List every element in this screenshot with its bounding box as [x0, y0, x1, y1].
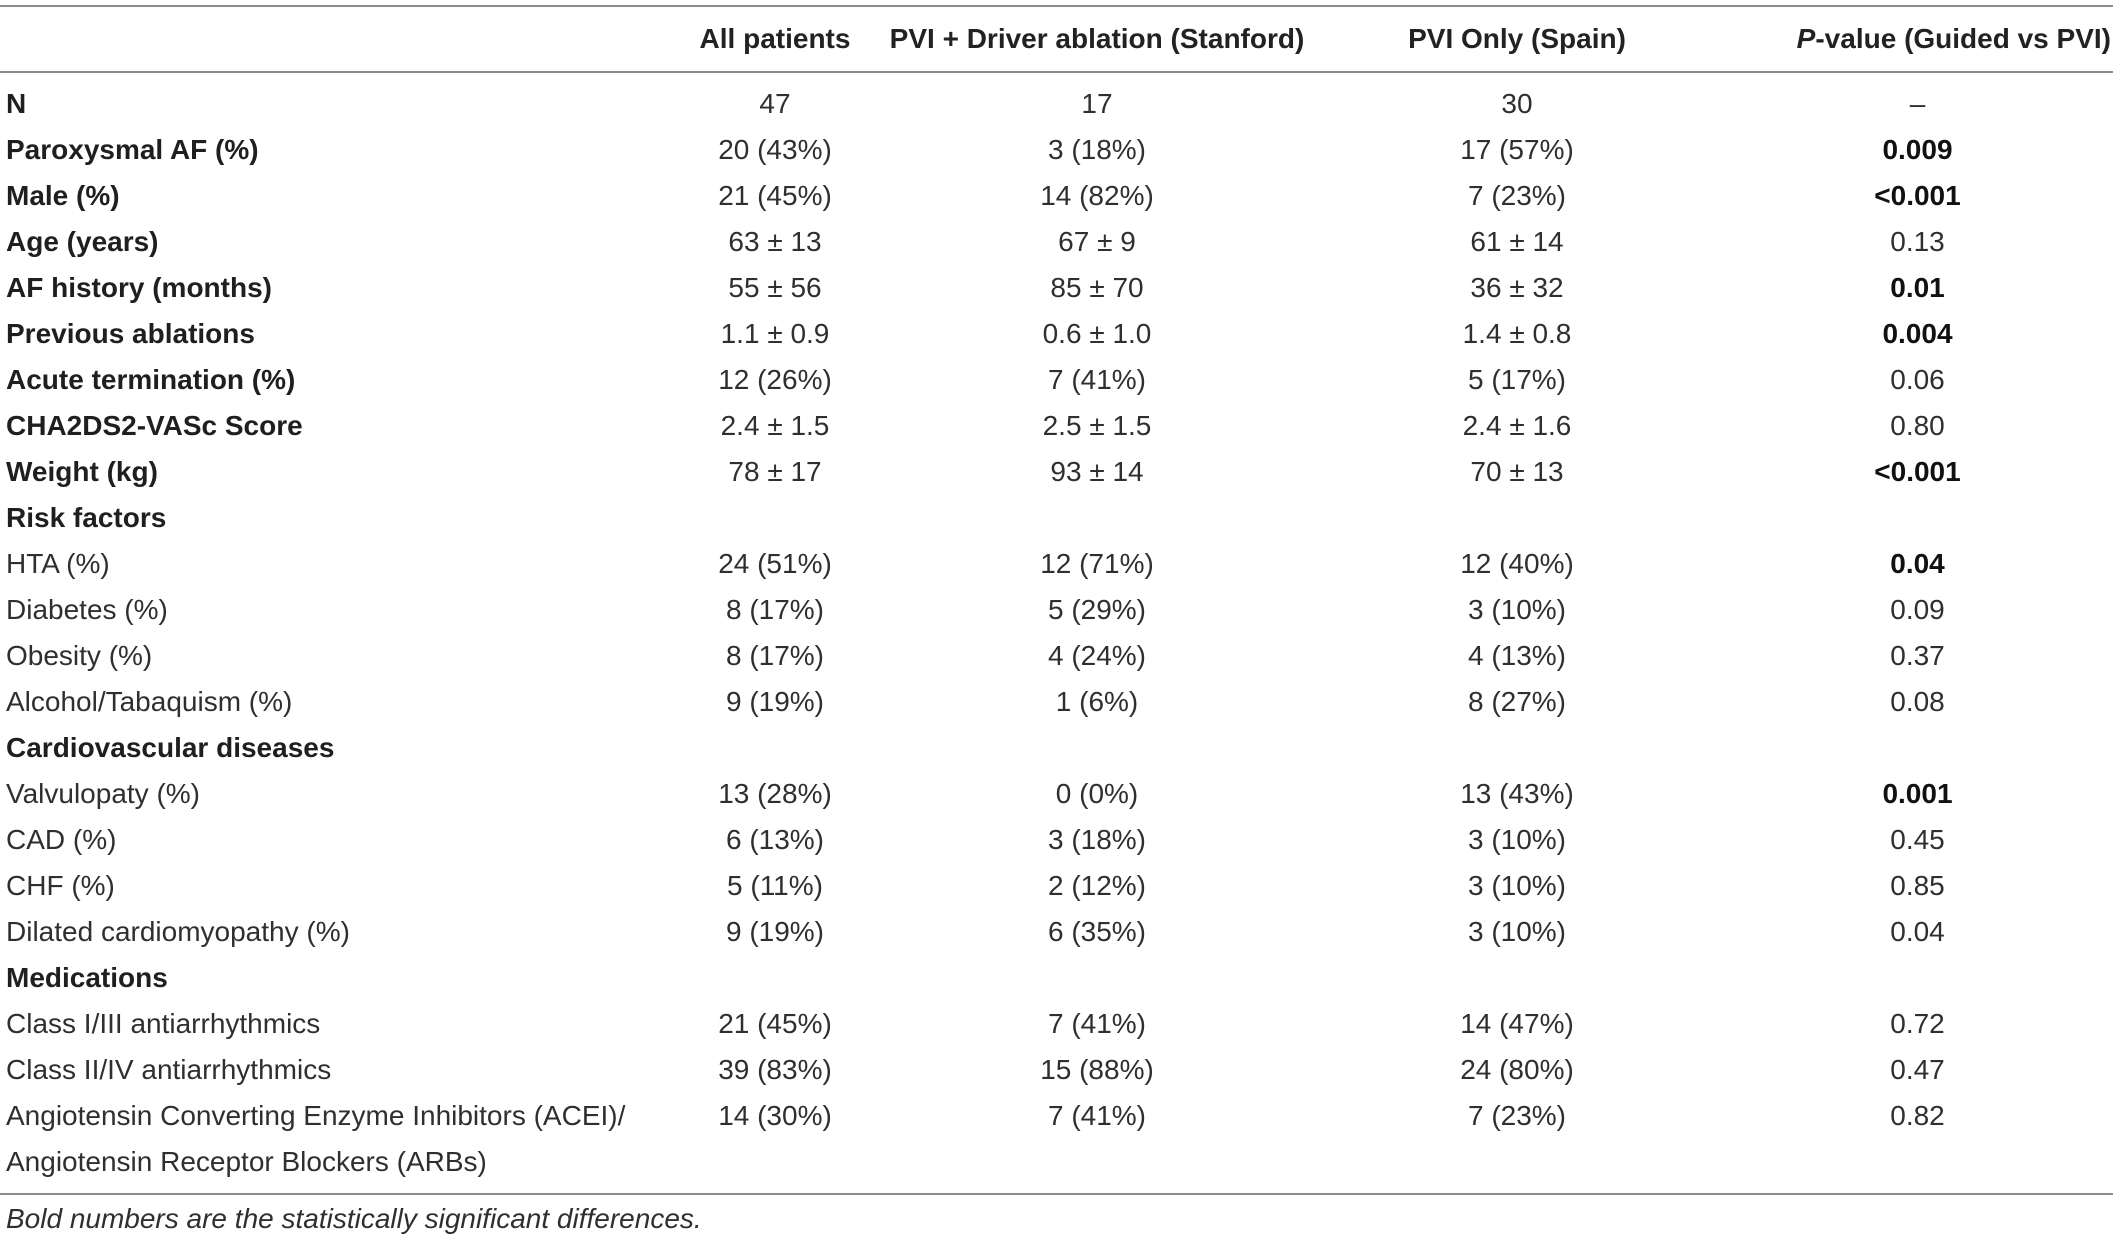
cell-stanford: 2 (12%)	[1047, 870, 1147, 901]
cell-spain: 3 (10%)	[1467, 870, 1567, 901]
header-p-italic: P	[1796, 23, 1816, 54]
row-label: Weight (kg)	[6, 456, 158, 487]
cell-spain: 30	[1501, 88, 1533, 119]
cell-all-patients: 63 ± 13	[728, 226, 822, 257]
cell-p-value	[1722, 495, 2113, 541]
cell-spain: 3 (10%)	[1467, 594, 1567, 625]
cell-p-value: 0.82	[1890, 1100, 1945, 1131]
cell-spain: 36 ± 32	[1470, 272, 1564, 303]
cell-all-patients: 9 (19%)	[725, 916, 825, 947]
cell-all-patients: 20 (43%)	[718, 134, 832, 165]
cell-p-value: 0.04	[1890, 548, 1945, 579]
bottom-rule	[0, 1193, 2113, 1195]
row-label: Paroxysmal AF (%)	[6, 134, 259, 165]
cell-all-patients: 21 (45%)	[718, 180, 832, 211]
cell-stanford: 5 (29%)	[1047, 594, 1147, 625]
cell-all-patients: 14 (30%)	[718, 1100, 832, 1131]
cell-p-value: 0.01	[1890, 272, 1945, 303]
cell-p-value: 0.09	[1890, 594, 1945, 625]
cell-stanford: 6 (35%)	[1047, 916, 1147, 947]
cell-all-patients: 1.1 ± 0.9	[720, 318, 830, 349]
cell-stanford: 4 (24%)	[1047, 640, 1147, 671]
row-label: Diabetes (%)	[6, 594, 168, 625]
cell-all-patients: 13 (28%)	[718, 778, 832, 809]
row-label: Class II/IV antiarrhythmics	[6, 1054, 332, 1085]
cell-all-patients: 5 (11%)	[727, 870, 823, 901]
row-label: Valvulopaty (%)	[6, 778, 201, 809]
cell-p-value: 0.80	[1890, 410, 1945, 441]
cell-p-value	[1722, 955, 2113, 1001]
cell-stanford: 14 (82%)	[1040, 180, 1154, 211]
section-label: Cardiovascular diseases	[6, 732, 335, 763]
cell-all-patients	[668, 955, 882, 1001]
cell-stanford: 0 (0%)	[1055, 778, 1139, 809]
cell-spain	[1312, 955, 1722, 1001]
cell-p-value: <0.001	[1874, 456, 1961, 487]
cell-stanford: 67 ± 9	[1058, 226, 1136, 257]
cell-spain: 8 (27%)	[1467, 686, 1567, 717]
cell-stanford: 85 ± 70	[1050, 272, 1144, 303]
table-row	[0, 127, 2113, 173]
header-label	[0, 7, 668, 71]
cell-spain: 1.4 ± 0.8	[1462, 318, 1572, 349]
row-label: HTA (%)	[6, 548, 110, 579]
table-row	[0, 1093, 2113, 1185]
cell-spain: 24 (80%)	[1460, 1054, 1574, 1085]
cell-spain: 7 (23%)	[1467, 1100, 1567, 1131]
cell-p-value: 0.85	[1890, 870, 1945, 901]
table-body	[0, 71, 2113, 1185]
cell-spain: 5 (17%)	[1467, 364, 1567, 395]
cell-stanford: 0.6 ± 1.0	[1042, 318, 1152, 349]
cell-p-value: <0.001	[1874, 180, 1961, 211]
cell-all-patients: 47	[759, 88, 791, 119]
row-label: Acute termination (%)	[6, 364, 296, 395]
cell-p-value: –	[1909, 88, 1926, 119]
table-row	[0, 909, 2113, 955]
table-row	[0, 219, 2113, 265]
cell-spain: 12 (40%)	[1460, 548, 1574, 579]
cell-stanford: 15 (88%)	[1040, 1054, 1154, 1085]
cell-all-patients: 21 (45%)	[718, 1008, 832, 1039]
table-row	[0, 311, 2113, 357]
header-row	[0, 7, 2113, 71]
cell-spain: 4 (13%)	[1467, 640, 1567, 671]
cell-p-value: 0.001	[1882, 778, 1953, 809]
data-table	[0, 7, 2113, 1185]
table-row	[0, 633, 2113, 679]
cell-stanford: 3 (18%)	[1047, 134, 1147, 165]
cell-spain: 2.4 ± 1.6	[1462, 410, 1572, 441]
cell-stanford	[882, 495, 1312, 541]
section-label: Risk factors	[6, 502, 167, 533]
row-label: Previous ablations	[6, 318, 255, 349]
row-label: CAD (%)	[6, 824, 117, 855]
cell-all-patients: 8 (17%)	[725, 594, 825, 625]
cell-all-patients: 2.4 ± 1.5	[720, 410, 830, 441]
table-row	[0, 817, 2113, 863]
cell-all-patients: 8 (17%)	[725, 640, 825, 671]
table-row	[0, 71, 2113, 127]
cell-stanford: 17	[1081, 88, 1113, 119]
cell-all-patients: 39 (83%)	[718, 1054, 832, 1085]
cell-spain: 3 (10%)	[1467, 916, 1567, 947]
cell-p-value: 0.37	[1890, 640, 1945, 671]
row-label: Dilated cardiomyopathy (%)	[6, 916, 350, 947]
table-footnote: Bold numbers are the statistically significant differences.	[6, 1203, 702, 1234]
cell-stanford	[882, 955, 1312, 1001]
cell-stanford: 1 (6%)	[1055, 686, 1139, 717]
row-label: Class I/III antiarrhythmics	[6, 1008, 321, 1039]
table-row	[0, 357, 2113, 403]
cell-p-value: 0.04	[1890, 916, 1945, 947]
cell-spain: 13 (43%)	[1460, 778, 1574, 809]
table-row	[0, 403, 2113, 449]
table-row	[0, 587, 2113, 633]
cell-stanford: 7 (41%)	[1047, 1008, 1147, 1039]
cell-stanford: 12 (71%)	[1040, 548, 1154, 579]
row-label: CHA2DS2-VASc Score	[6, 410, 303, 441]
cell-stanford: 7 (41%)	[1047, 1100, 1147, 1131]
table-row	[0, 679, 2113, 725]
cell-all-patients	[668, 725, 882, 771]
table-row	[0, 265, 2113, 311]
row-label: AF history (months)	[6, 272, 272, 303]
table-row	[0, 449, 2113, 495]
row-label: CHF (%)	[6, 870, 115, 901]
cell-all-patients: 12 (26%)	[718, 364, 832, 395]
table-row	[0, 771, 2113, 817]
header-p-rest: -value (Guided vs PVI)	[1815, 23, 2111, 54]
cell-spain: 61 ± 14	[1470, 226, 1564, 257]
cell-stanford: 3 (18%)	[1047, 824, 1147, 855]
cell-spain: 70 ± 13	[1470, 456, 1564, 487]
cell-all-patients: 78 ± 17	[728, 456, 822, 487]
row-label: Alcohol/Tabaquism (%)	[6, 686, 293, 717]
header-stanford: PVI + Driver ablation (Stanford)	[889, 23, 1305, 54]
cell-spain: 3 (10%)	[1467, 824, 1567, 855]
cell-spain: 17 (57%)	[1460, 134, 1574, 165]
row-label: Male (%)	[6, 180, 120, 211]
header-all-patients: All patients	[699, 23, 851, 54]
header-spain: PVI Only (Spain)	[1408, 23, 1626, 54]
cell-p-value: 0.45	[1890, 824, 1945, 855]
cell-all-patients: 6 (13%)	[725, 824, 825, 855]
cell-p-value	[1722, 725, 2113, 771]
cell-all-patients: 9 (19%)	[725, 686, 825, 717]
cell-p-value: 0.004	[1882, 318, 1953, 349]
table-row	[0, 1001, 2113, 1047]
cell-spain	[1312, 495, 1722, 541]
section-label: Medications	[6, 962, 168, 993]
cell-all-patients	[668, 495, 882, 541]
row-label: N	[6, 88, 27, 119]
cell-p-value: 0.009	[1882, 134, 1953, 165]
cell-p-value: 0.47	[1890, 1054, 1945, 1085]
row-label: Angiotensin Converting Enzyme Inhibitors (ACEI)/ Angiotensin Receptor Blockers (ARBs)	[6, 1100, 626, 1177]
section-row	[0, 955, 2113, 1001]
cell-p-value: 0.08	[1890, 686, 1945, 717]
cell-spain: 7 (23%)	[1467, 180, 1567, 211]
section-row	[0, 725, 2113, 771]
row-label: Age (years)	[6, 226, 159, 257]
cell-p-value: 0.06	[1890, 364, 1945, 395]
table-row	[0, 173, 2113, 219]
cell-p-value: 0.72	[1890, 1008, 1945, 1039]
row-label: Obesity (%)	[6, 640, 153, 671]
cell-stanford: 93 ± 14	[1050, 456, 1144, 487]
cell-stanford	[882, 725, 1312, 771]
cell-spain	[1312, 725, 1722, 771]
cell-all-patients: 24 (51%)	[718, 548, 832, 579]
header-p-value	[1722, 7, 2113, 71]
cell-stanford: 7 (41%)	[1047, 364, 1147, 395]
cell-p-value: 0.13	[1890, 226, 1945, 257]
table-row	[0, 863, 2113, 909]
cell-stanford: 2.5 ± 1.5	[1042, 410, 1152, 441]
section-row	[0, 495, 2113, 541]
cell-all-patients: 55 ± 56	[728, 272, 822, 303]
table-row	[0, 541, 2113, 587]
cell-spain: 14 (47%)	[1460, 1008, 1574, 1039]
table-row	[0, 1047, 2113, 1093]
